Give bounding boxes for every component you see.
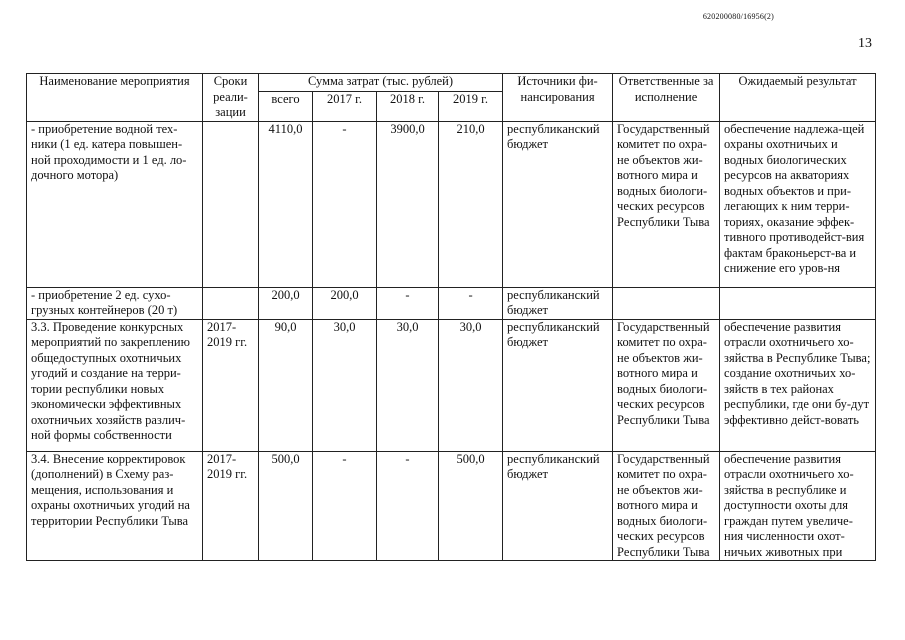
cell-result [720,287,876,319]
table-row [27,121,876,287]
cell-2017: - [313,451,377,561]
cell-2017: - [313,121,377,287]
header-total: всего [259,91,313,121]
header-terms: Сроки реали-зации [203,74,259,122]
cell-result: обеспечение развития отрасли охотничьего хо-зяйства в республике и доступности охоты для граждан путем увеличе-ния численности охот-ничьих животных при [720,451,876,561]
table-row [27,287,876,319]
activities-table [26,73,876,561]
cell-2018: 30,0 [377,319,439,451]
cell-responsible: Государственный комитет по охра-не объектов жи-вотного мира и водных биологи-ческих ресурсов Республики Тыва [613,121,720,287]
cell-2019: - [439,287,503,319]
document-number: 620200080/16956(2) [702,12,774,21]
cell-responsible: Государственный комитет по охра-не объектов жи-вотного мира и водных биологи-ческих ресурсов Республики Тыва [613,319,720,451]
cell-responsible [613,287,720,319]
cell-terms [203,121,259,287]
cell-2018: - [377,451,439,561]
cell-2019: 210,0 [439,121,503,287]
cell-result: обеспечение развития отрасли охотничьего хо-зяйства в Республике Тыва; создание охотничьих хо-зяйств в тех районах республики, где они бу-дут эффективно дейст-вовать [720,319,876,451]
cell-total: 90,0 [259,319,313,451]
cell-2019: 500,0 [439,451,503,561]
cell-terms [203,287,259,319]
cell-name: - приобретение водной тех-ники (1 ед. катера повышен-ной проходимости и 1 ед. ло-дочного мотора) [27,121,203,287]
cell-total: 4110,0 [259,121,313,287]
cell-source: республиканский бюджет [503,319,613,451]
cell-total: 200,0 [259,287,313,319]
cell-responsible: Государственный комитет по охра-не объектов жи-вотного мира и водных биологи-ческих ресурсов Республики Тыва [613,451,720,561]
cell-result: обеспечение надлежа-щей охраны охотничьих и водных биологических ресурсов на акваториях водных объектов и при-легающих к ним терри-ториях, оказание эффек-тивного противодейст-вия фактам браконьерст-ва и снижение его уров-ня [720,121,876,287]
cell-source: республиканский бюджет [503,121,613,287]
cell-name: 3.4. Внесение корректировок (дополнений) в Схему раз-мещения, использования и охраны охотничьих угодий на территории Республики Тыва [27,451,203,561]
cell-2018: 3900,0 [377,121,439,287]
cell-2018: - [377,287,439,319]
header-2018: 2018 г. [377,91,439,121]
cell-source: республиканский бюджет [503,451,613,561]
cell-2017: 200,0 [313,287,377,319]
header-responsible: Ответственные за исполнение [613,74,720,122]
cell-terms: 2017-2019 гг. [203,319,259,451]
header-2019: 2019 г. [439,91,503,121]
cell-terms: 2017-2019 гг. [203,451,259,561]
cell-name: - приобретение 2 ед. сухо-грузных контейнеров (20 т) [27,287,203,319]
cell-source: республиканский бюджет [503,287,613,319]
header-sum-title: Сумма затрат (тыс. рублей) [259,74,503,92]
cell-2017: 30,0 [313,319,377,451]
table-row [27,451,876,561]
header-name: Наименование мероприятия [27,74,203,122]
cell-name: 3.3. Проведение конкурсных мероприятий по закреплению общедоступных охотничьих угодий и создание на терри-тории республики новых экономически эффективных охотничьих хозяйств различ-ной формы собственности [27,319,203,451]
header-2017: 2017 г. [313,91,377,121]
header-source: Источники фи-нансирования [503,74,613,122]
cell-total: 500,0 [259,451,313,561]
header-result: Ожидаемый результат [720,74,876,122]
page-number: 13 [858,36,872,51]
cell-2019: 30,0 [439,319,503,451]
table-row [27,319,876,451]
